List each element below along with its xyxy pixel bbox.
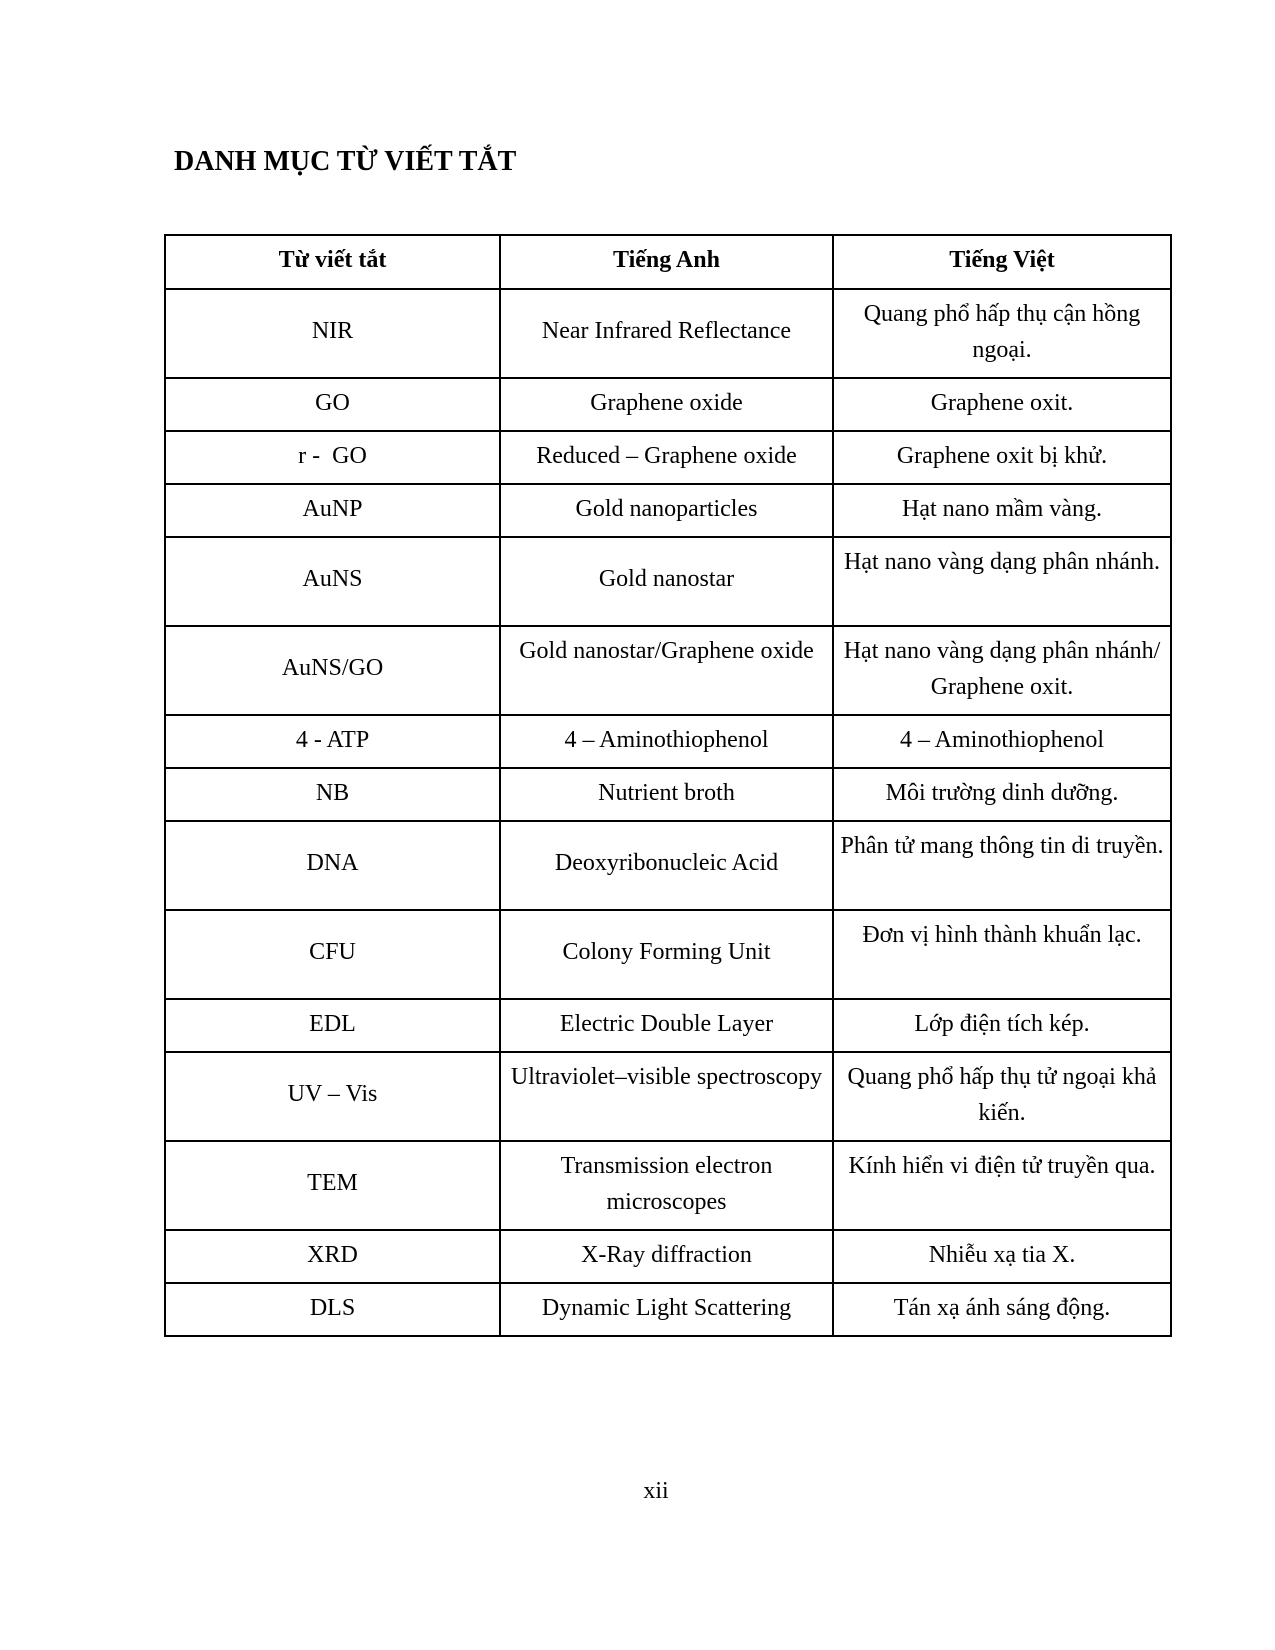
cell-vietnamese: Tán xạ ánh sáng động. bbox=[833, 1283, 1171, 1336]
table-row bbox=[165, 289, 1171, 378]
cell-abbreviation: UV – Vis bbox=[165, 1052, 500, 1141]
cell-vietnamese: Hạt nano vàng dạng phân nhánh/ Graphene oxit. bbox=[833, 626, 1171, 715]
cell-english: Ultraviolet–visible spectroscopy bbox=[500, 1052, 833, 1141]
table-row bbox=[165, 626, 1171, 715]
cell-abbreviation: AuNS bbox=[165, 537, 500, 626]
table-row bbox=[165, 768, 1171, 821]
cell-abbreviation: NB bbox=[165, 768, 500, 821]
cell-english: Graphene oxide bbox=[500, 378, 833, 431]
cell-english: Transmission electron microscopes bbox=[500, 1141, 833, 1230]
page-title: DANH MỤC TỪ VIẾT TẮT bbox=[174, 146, 517, 177]
abbreviation-table bbox=[164, 234, 1172, 1337]
cell-abbreviation: DNA bbox=[165, 821, 500, 910]
cell-abbreviation: GO bbox=[165, 378, 500, 431]
column-header-english: Tiếng Anh bbox=[500, 235, 833, 289]
cell-vietnamese: Hạt nano vàng dạng phân nhánh. bbox=[833, 537, 1171, 626]
cell-abbreviation: CFU bbox=[165, 910, 500, 999]
cell-english: Near Infrared Reflectance bbox=[500, 289, 833, 378]
table-row bbox=[165, 537, 1171, 626]
cell-vietnamese: Môi trường dinh dưỡng. bbox=[833, 768, 1171, 821]
table-header-row bbox=[165, 235, 1171, 289]
table-row bbox=[165, 484, 1171, 537]
cell-vietnamese: Đơn vị hình thành khuẩn lạc. bbox=[833, 910, 1171, 999]
cell-abbreviation: DLS bbox=[165, 1283, 500, 1336]
cell-english: Dynamic Light Scattering bbox=[500, 1283, 833, 1336]
cell-english: Electric Double Layer bbox=[500, 999, 833, 1052]
cell-english: Gold nanostar/Graphene oxide bbox=[500, 626, 833, 715]
table-row bbox=[165, 910, 1171, 999]
table-row bbox=[165, 378, 1171, 431]
table-row bbox=[165, 715, 1171, 768]
cell-vietnamese: Hạt nano mầm vàng. bbox=[833, 484, 1171, 537]
cell-english: Gold nanoparticles bbox=[500, 484, 833, 537]
table-row bbox=[165, 431, 1171, 484]
cell-english: 4 – Aminothiophenol bbox=[500, 715, 833, 768]
cell-vietnamese: Graphene oxit bị khử. bbox=[833, 431, 1171, 484]
cell-abbreviation: AuNP bbox=[165, 484, 500, 537]
table-row bbox=[165, 1283, 1171, 1336]
cell-vietnamese: Quang phổ hấp thụ cận hồng ngoại. bbox=[833, 289, 1171, 378]
cell-abbreviation: 4 - ATP bbox=[165, 715, 500, 768]
cell-abbreviation: XRD bbox=[165, 1230, 500, 1283]
column-header-abbreviation: Từ viết tắt bbox=[165, 235, 500, 289]
cell-vietnamese: Phân tử mang thông tin di truyền. bbox=[833, 821, 1171, 910]
cell-vietnamese: Nhiễu xạ tia X. bbox=[833, 1230, 1171, 1283]
page-number: xii bbox=[643, 1478, 669, 1504]
table-row bbox=[165, 1052, 1171, 1141]
cell-english: Reduced – Graphene oxide bbox=[500, 431, 833, 484]
cell-abbreviation: TEM bbox=[165, 1141, 500, 1230]
cell-vietnamese: Quang phổ hấp thụ tử ngoại khả kiến. bbox=[833, 1052, 1171, 1141]
cell-vietnamese: Graphene oxit. bbox=[833, 378, 1171, 431]
cell-english: X-Ray diffraction bbox=[500, 1230, 833, 1283]
table-row bbox=[165, 821, 1171, 910]
cell-english: Deoxyribonucleic Acid bbox=[500, 821, 833, 910]
cell-vietnamese: 4 – Aminothiophenol bbox=[833, 715, 1171, 768]
table-row bbox=[165, 999, 1171, 1052]
cell-english: Nutrient broth bbox=[500, 768, 833, 821]
cell-abbreviation: NIR bbox=[165, 289, 500, 378]
cell-abbreviation: AuNS/GO bbox=[165, 626, 500, 715]
column-header-vietnamese: Tiếng Việt bbox=[833, 235, 1171, 289]
cell-abbreviation: EDL bbox=[165, 999, 500, 1052]
table-row bbox=[165, 1230, 1171, 1283]
cell-vietnamese: Lớp điện tích kép. bbox=[833, 999, 1171, 1052]
cell-english: Gold nanostar bbox=[500, 537, 833, 626]
cell-english: Colony Forming Unit bbox=[500, 910, 833, 999]
table-row bbox=[165, 1141, 1171, 1230]
cell-abbreviation: r - GO bbox=[165, 431, 500, 484]
cell-vietnamese: Kính hiển vi điện tử truyền qua. bbox=[833, 1141, 1171, 1230]
